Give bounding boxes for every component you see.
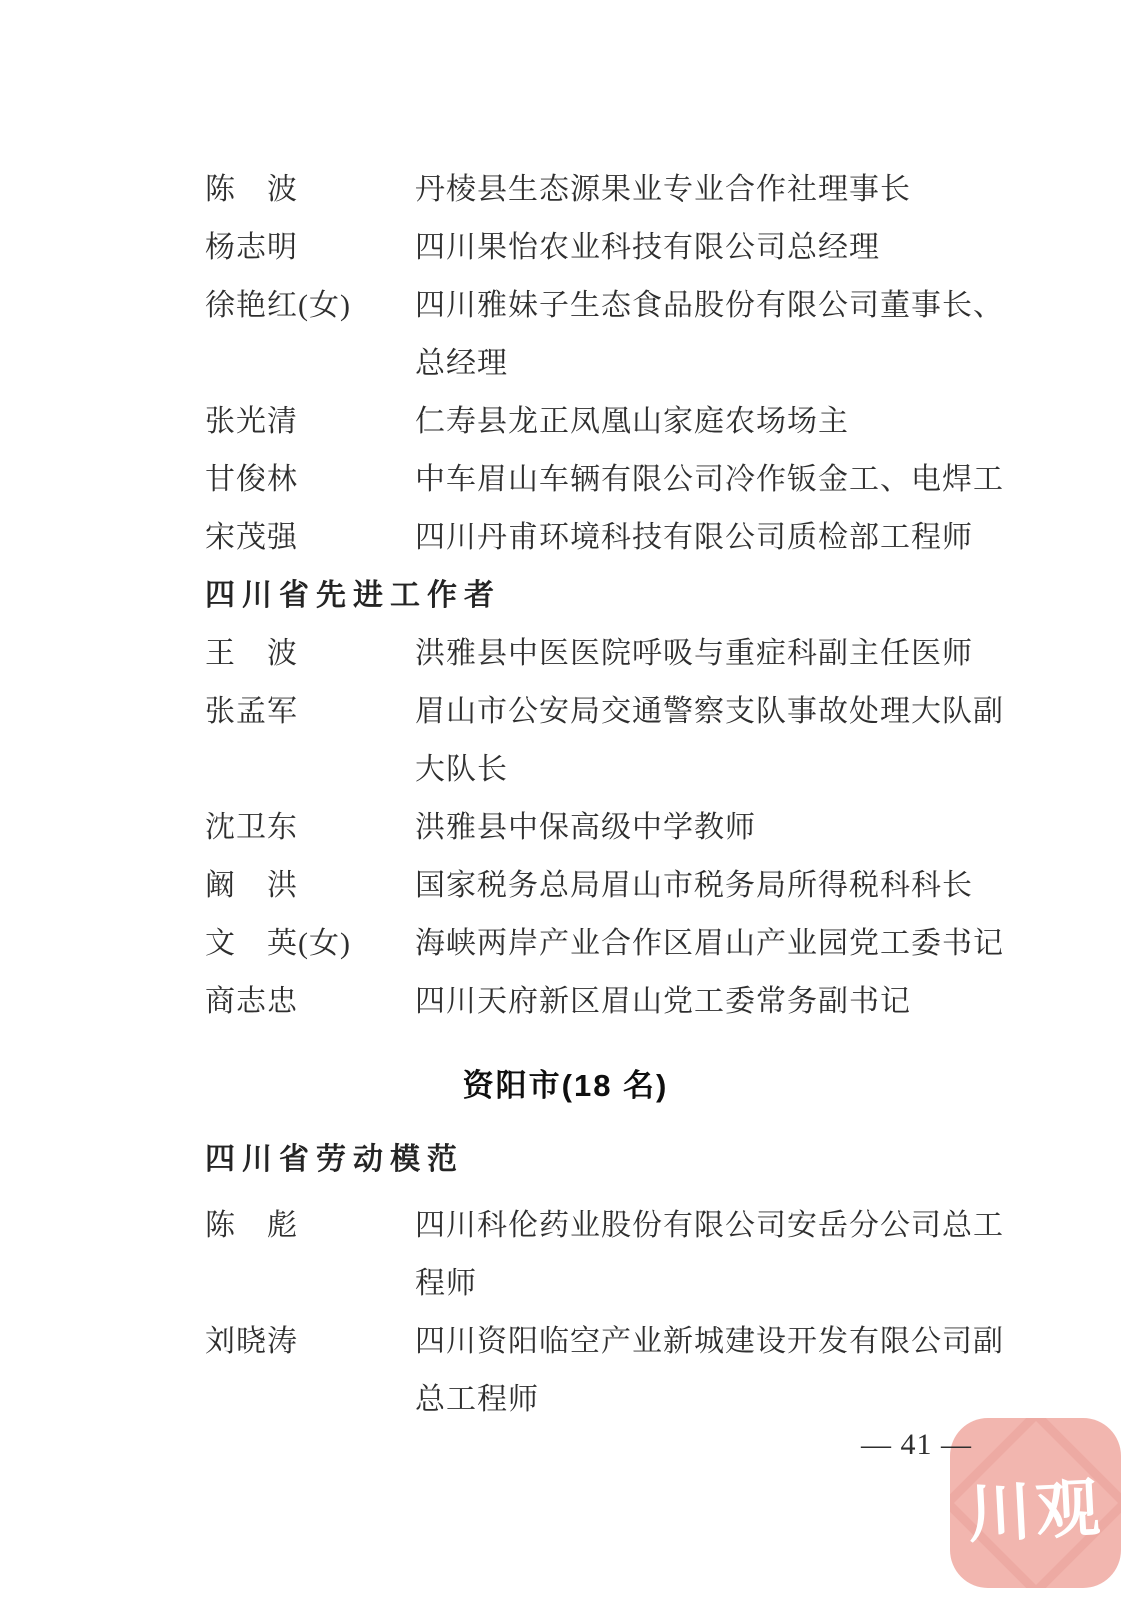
entry-desc [415, 509, 973, 567]
entry-name: 陈 波 [205, 173, 298, 206]
desc-line: 四川果怡农业科技有限公司总经理 [415, 231, 880, 264]
entry-desc [415, 219, 880, 277]
entry-desc [415, 1313, 1004, 1429]
entry-desc [415, 857, 973, 915]
entry-desc [415, 683, 1004, 799]
entry-desc [415, 277, 1004, 393]
desc-line: 海峡两岸产业合作区眉山产业园党工委书记 [415, 927, 1004, 960]
desc-line: 总经理 [415, 347, 508, 380]
entry-row [0, 915, 1131, 973]
desc-line: 国家税务总局眉山市税务局所得税科科长 [415, 869, 973, 902]
desc-line: 中车眉山车辆有限公司冷作钣金工、电焊工 [415, 463, 1004, 496]
entry-desc [415, 915, 1004, 973]
entry-name: 商志忠 [205, 985, 298, 1018]
logo-text: 川观 [965, 1470, 1106, 1553]
entry-name: 陈 彪 [205, 1209, 298, 1242]
entry-name: 文 英(女) [205, 927, 351, 960]
desc-line: 总工程师 [415, 1383, 539, 1416]
entry-desc [415, 625, 973, 683]
desc-line: 洪雅县中保高级中学教师 [415, 811, 756, 844]
desc-line: 四川科伦药业股份有限公司安岳分公司总工 [415, 1209, 1004, 1242]
entry-desc [415, 161, 911, 219]
entry-row [0, 219, 1131, 277]
desc-line: 丹棱县生态源果业专业合作社理事长 [415, 173, 911, 206]
desc-line: 洪雅县中医医院呼吸与重症科副主任医师 [415, 637, 973, 670]
city-heading-ziyang: 资阳市(18 名) [462, 1068, 669, 1103]
desc-line: 四川丹甫环境科技有限公司质检部工程师 [415, 521, 973, 554]
entry-desc [415, 799, 756, 857]
entry-desc [415, 451, 1004, 509]
desc-line: 大队长 [415, 753, 508, 786]
entry-name: 张光清 [205, 405, 298, 438]
entry-name: 宋茂强 [205, 521, 298, 554]
entry-row [0, 393, 1131, 451]
desc-line: 四川雅妹子生态食品股份有限公司董事长、 [415, 289, 1004, 322]
entry-row [0, 683, 1131, 799]
entry-row [0, 509, 1131, 567]
entry-desc [415, 973, 911, 1031]
entry-row [0, 799, 1131, 857]
section-heading-advanced-workers: 四川省先进工作者 [205, 579, 501, 612]
entry-row [0, 1313, 1131, 1429]
desc-line: 程师 [415, 1267, 477, 1300]
entry-name: 沈卫东 [205, 811, 298, 844]
entry-row [0, 857, 1131, 915]
section-heading-model-workers: 四川省劳动模范 [205, 1143, 464, 1176]
desc-line: 仁寿县龙正凤凰山家庭农场场主 [415, 405, 849, 438]
entry-row [0, 451, 1131, 509]
entry-row [0, 161, 1131, 219]
desc-line: 眉山市公安局交通警察支队事故处理大队副 [415, 695, 1004, 728]
entry-name: 徐艳红(女) [205, 289, 351, 322]
desc-line: 四川天府新区眉山党工委常务副书记 [415, 985, 911, 1018]
entry-desc [415, 393, 849, 451]
entry-name: 杨志明 [205, 231, 298, 264]
page-number: — 41 — [861, 1428, 972, 1461]
entry-row [0, 625, 1131, 683]
entry-row [0, 973, 1131, 1031]
entry-row [0, 1197, 1131, 1313]
entry-name: 阚 洪 [205, 869, 298, 902]
chuanguan-logo [950, 1418, 1121, 1588]
entry-name: 王 波 [205, 637, 298, 670]
entry-name: 刘晓涛 [205, 1325, 298, 1358]
entry-name: 张孟军 [205, 695, 298, 728]
desc-line: 四川资阳临空产业新城建设开发有限公司副 [415, 1325, 1004, 1358]
entry-desc [415, 1197, 1004, 1313]
document-body [0, 161, 1131, 1429]
entry-row [0, 277, 1131, 393]
entry-name: 甘俊林 [205, 463, 298, 496]
